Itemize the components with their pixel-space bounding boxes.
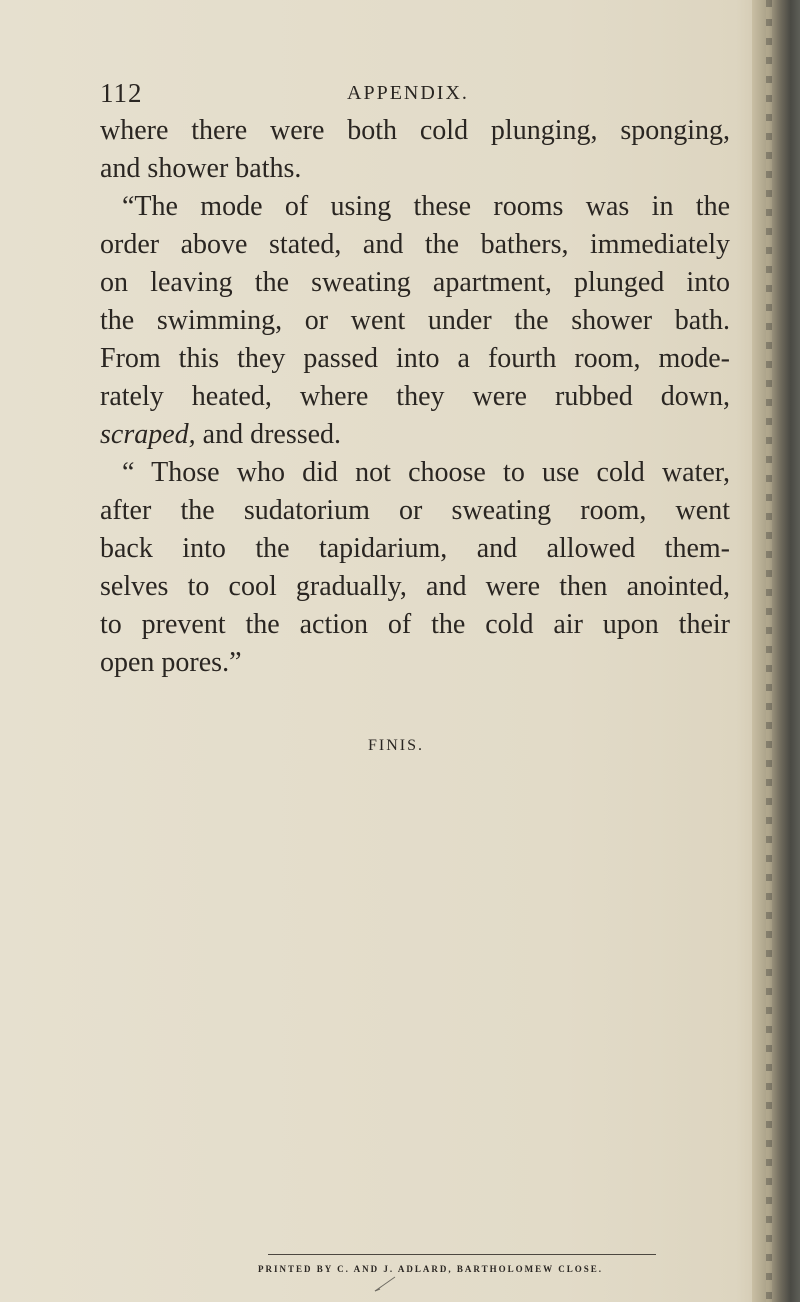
- italic-word: scraped,: [100, 419, 196, 450]
- text-line: where there were both cold plunging, sponging,: [100, 115, 730, 146]
- binding-edge: [752, 0, 800, 1302]
- text-line: “ Those who did not choose to use cold water,: [122, 457, 730, 488]
- imprint-rule: [268, 1254, 656, 1255]
- text-line: the swimming, or went under the shower bath.: [100, 305, 730, 336]
- text-line: selves to cool gradually, and were then anointed,: [100, 571, 730, 602]
- text-line: open pores.”: [100, 647, 242, 678]
- pencil-mark-icon: [374, 1276, 396, 1292]
- text-line: back into the tapidarium, and allowed them-: [100, 533, 730, 564]
- text-line: order above stated, and the bathers, immediately: [100, 229, 730, 260]
- page-number: 112: [100, 78, 143, 108]
- finis-mark: FINIS.: [368, 737, 425, 754]
- page-header: [100, 78, 660, 110]
- running-head: APPENDIX.: [347, 82, 469, 104]
- text-line-rest: and dressed.: [195, 419, 342, 450]
- text-line: to prevent the action of the cold air upon their: [100, 609, 730, 640]
- text-line: From this they passed into a fourth room, mode-: [100, 343, 730, 374]
- printer-imprint: PRINTED BY C. AND J. ADLARD, BARTHOLOMEW CLOSE.: [258, 1264, 603, 1274]
- text-line: [100, 416, 730, 454]
- body-text: [100, 112, 730, 682]
- text-line: and shower baths.: [100, 153, 302, 184]
- text-line: “The mode of using these rooms was in the: [122, 191, 730, 222]
- text-line: on leaving the sweating apartment, plunged into: [100, 267, 730, 298]
- text-line: rately heated, where they were rubbed down,: [100, 381, 730, 412]
- text-line: after the sudatorium or sweating room, went: [100, 495, 730, 526]
